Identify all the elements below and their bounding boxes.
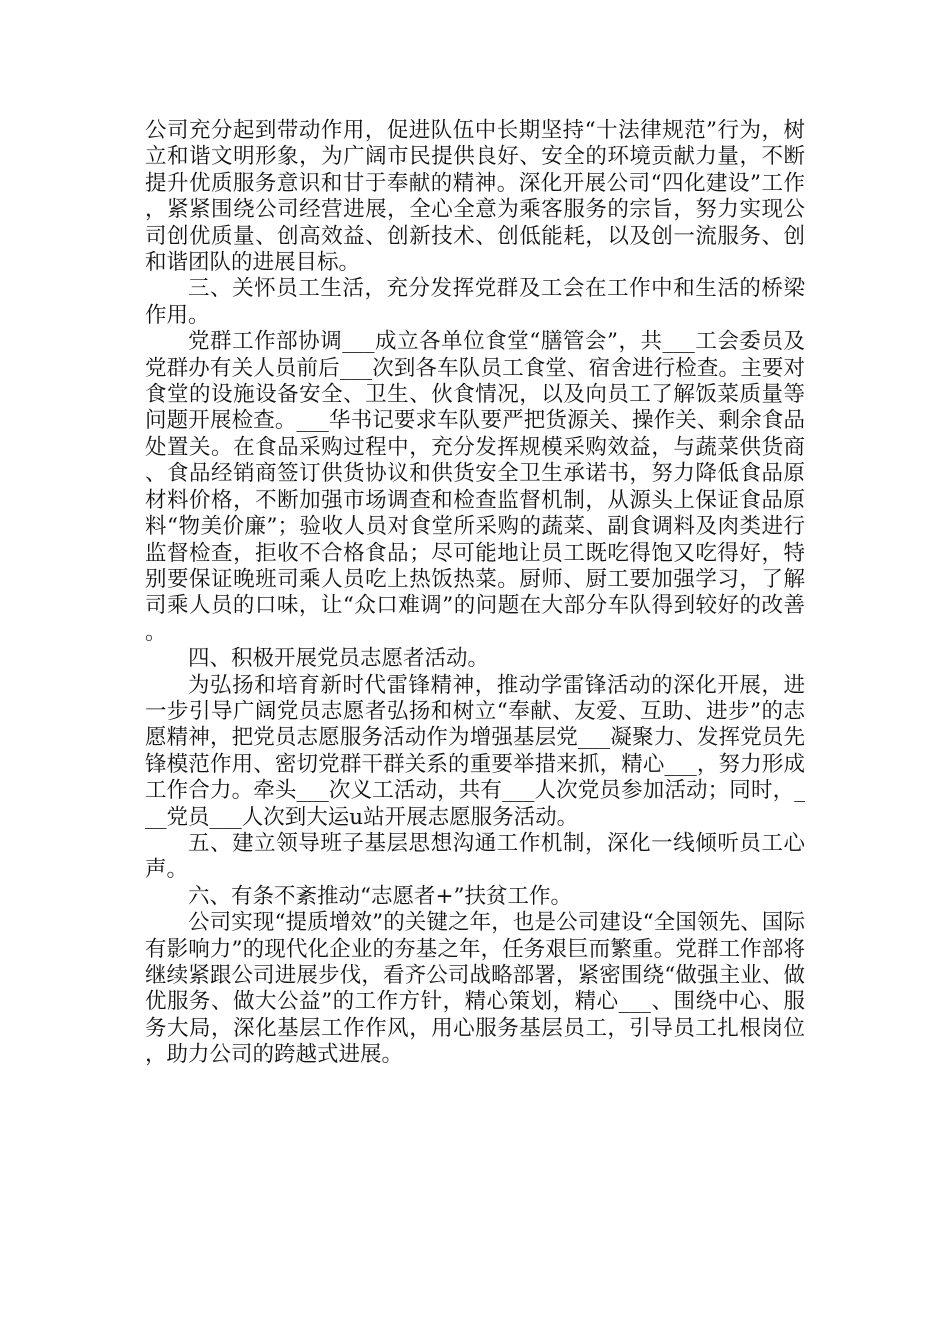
paragraph-volunteer-activities: 为弘扬和培育新时代雷锋精神，推动学雷锋活动的深化开展，进一步引导广阔党员志愿者弘扬和树立“奉献、友爱、互助、进步”的志愿精神，把党员志愿服务活动作为增强基层党___凝聚力、发挥党员先锋模范作用、密切党群干群关系的重要举措来抓，精心___，努力形成工作合力。牵头___次义工活动，共有___人次党员参加活动；同时，___党员___人次到大运u站开展志愿服务活动。 xyxy=(145,672,805,830)
paragraph-heading-three: 三、关怀员工生活，充分发挥党群及工会在工作中和生活的桥梁作用。 xyxy=(145,276,805,328)
paragraph-heading-six: 六、有条不紊推动“志愿者+”扶贫工作。 xyxy=(188,883,572,909)
paragraph-heading-four: 四、积极开展党员志愿者活动。 xyxy=(188,646,490,672)
document-body xyxy=(145,118,805,1069)
paragraph-heading-five: 五、建立领导班子基层思想沟通工作机制，深化一线倾听员工心声。 xyxy=(145,830,805,883)
paragraph-intro: 公司充分起到带动作用，促进队伍中长期坚持“十法律规范”行为，树立和谐文明形象，为广阔市民提供良好、安全的环境贡献力量，不断提升优质服务意识和甘于奉献的精神。深化开展公司“四化建设”工作，紧紧围绕公司经营进展，全心全意为乘客服务的宗旨，努力实现公司创优质量、创高效益、创新技术、创低能耗，以及创一流服务、创和谐团队的进展目标。 xyxy=(145,118,805,276)
paragraph-conclusion: 公司实现“提质增效”的关键之年，也是公司建设“全国领先、国际有影响力”的现代化企业的夯基之年，任务艰巨而繁重。党群工作部将继续紧跟公司进展步伐，看齐公司战略部署，紧密围绕“做强主业、做优服务、做大公益”的工作方针，精心策划，精心___、围绕中心、服务大局，深化基层工作作风，用心服务基层员工，引导员工扎根岗位，助力公司的跨越式进展。 xyxy=(145,910,805,1068)
paragraph-canteen-inspection: 党群工作部协调___成立各单位食堂“膳管会”，共___工会委员及党群办有关人员前后___次到各车队员工食堂、宿舍进行检查。主要对食堂的设施设备安全、卫生、伙食情况，以及向员工了解饭菜质量等问题开展检查。___华书记要求车队要严把货源关、操作关、剩余食品处置关。在食品采购过程中，充分发挥规模采购效益，与蔬菜供货商、食品经销商签订供货协议和供货安全卫生承诺书，努力降低食品原材料价格，不断加强市场调查和检查监督机制，从源头上保证食品原料“物美价廉”；验收人员对食堂所采购的蔬菜、副食调料及肉类进行监督检查，拒收不合格食品；尽可能地让员工既吃得饱又吃得好，特别要保证晚班司乘人员吃上热饭热菜。厨师、厨工要加强学习，了解司乘人员的口味，让“众口难调”的问题在大部分车队得到较好的改善。 xyxy=(145,329,805,645)
